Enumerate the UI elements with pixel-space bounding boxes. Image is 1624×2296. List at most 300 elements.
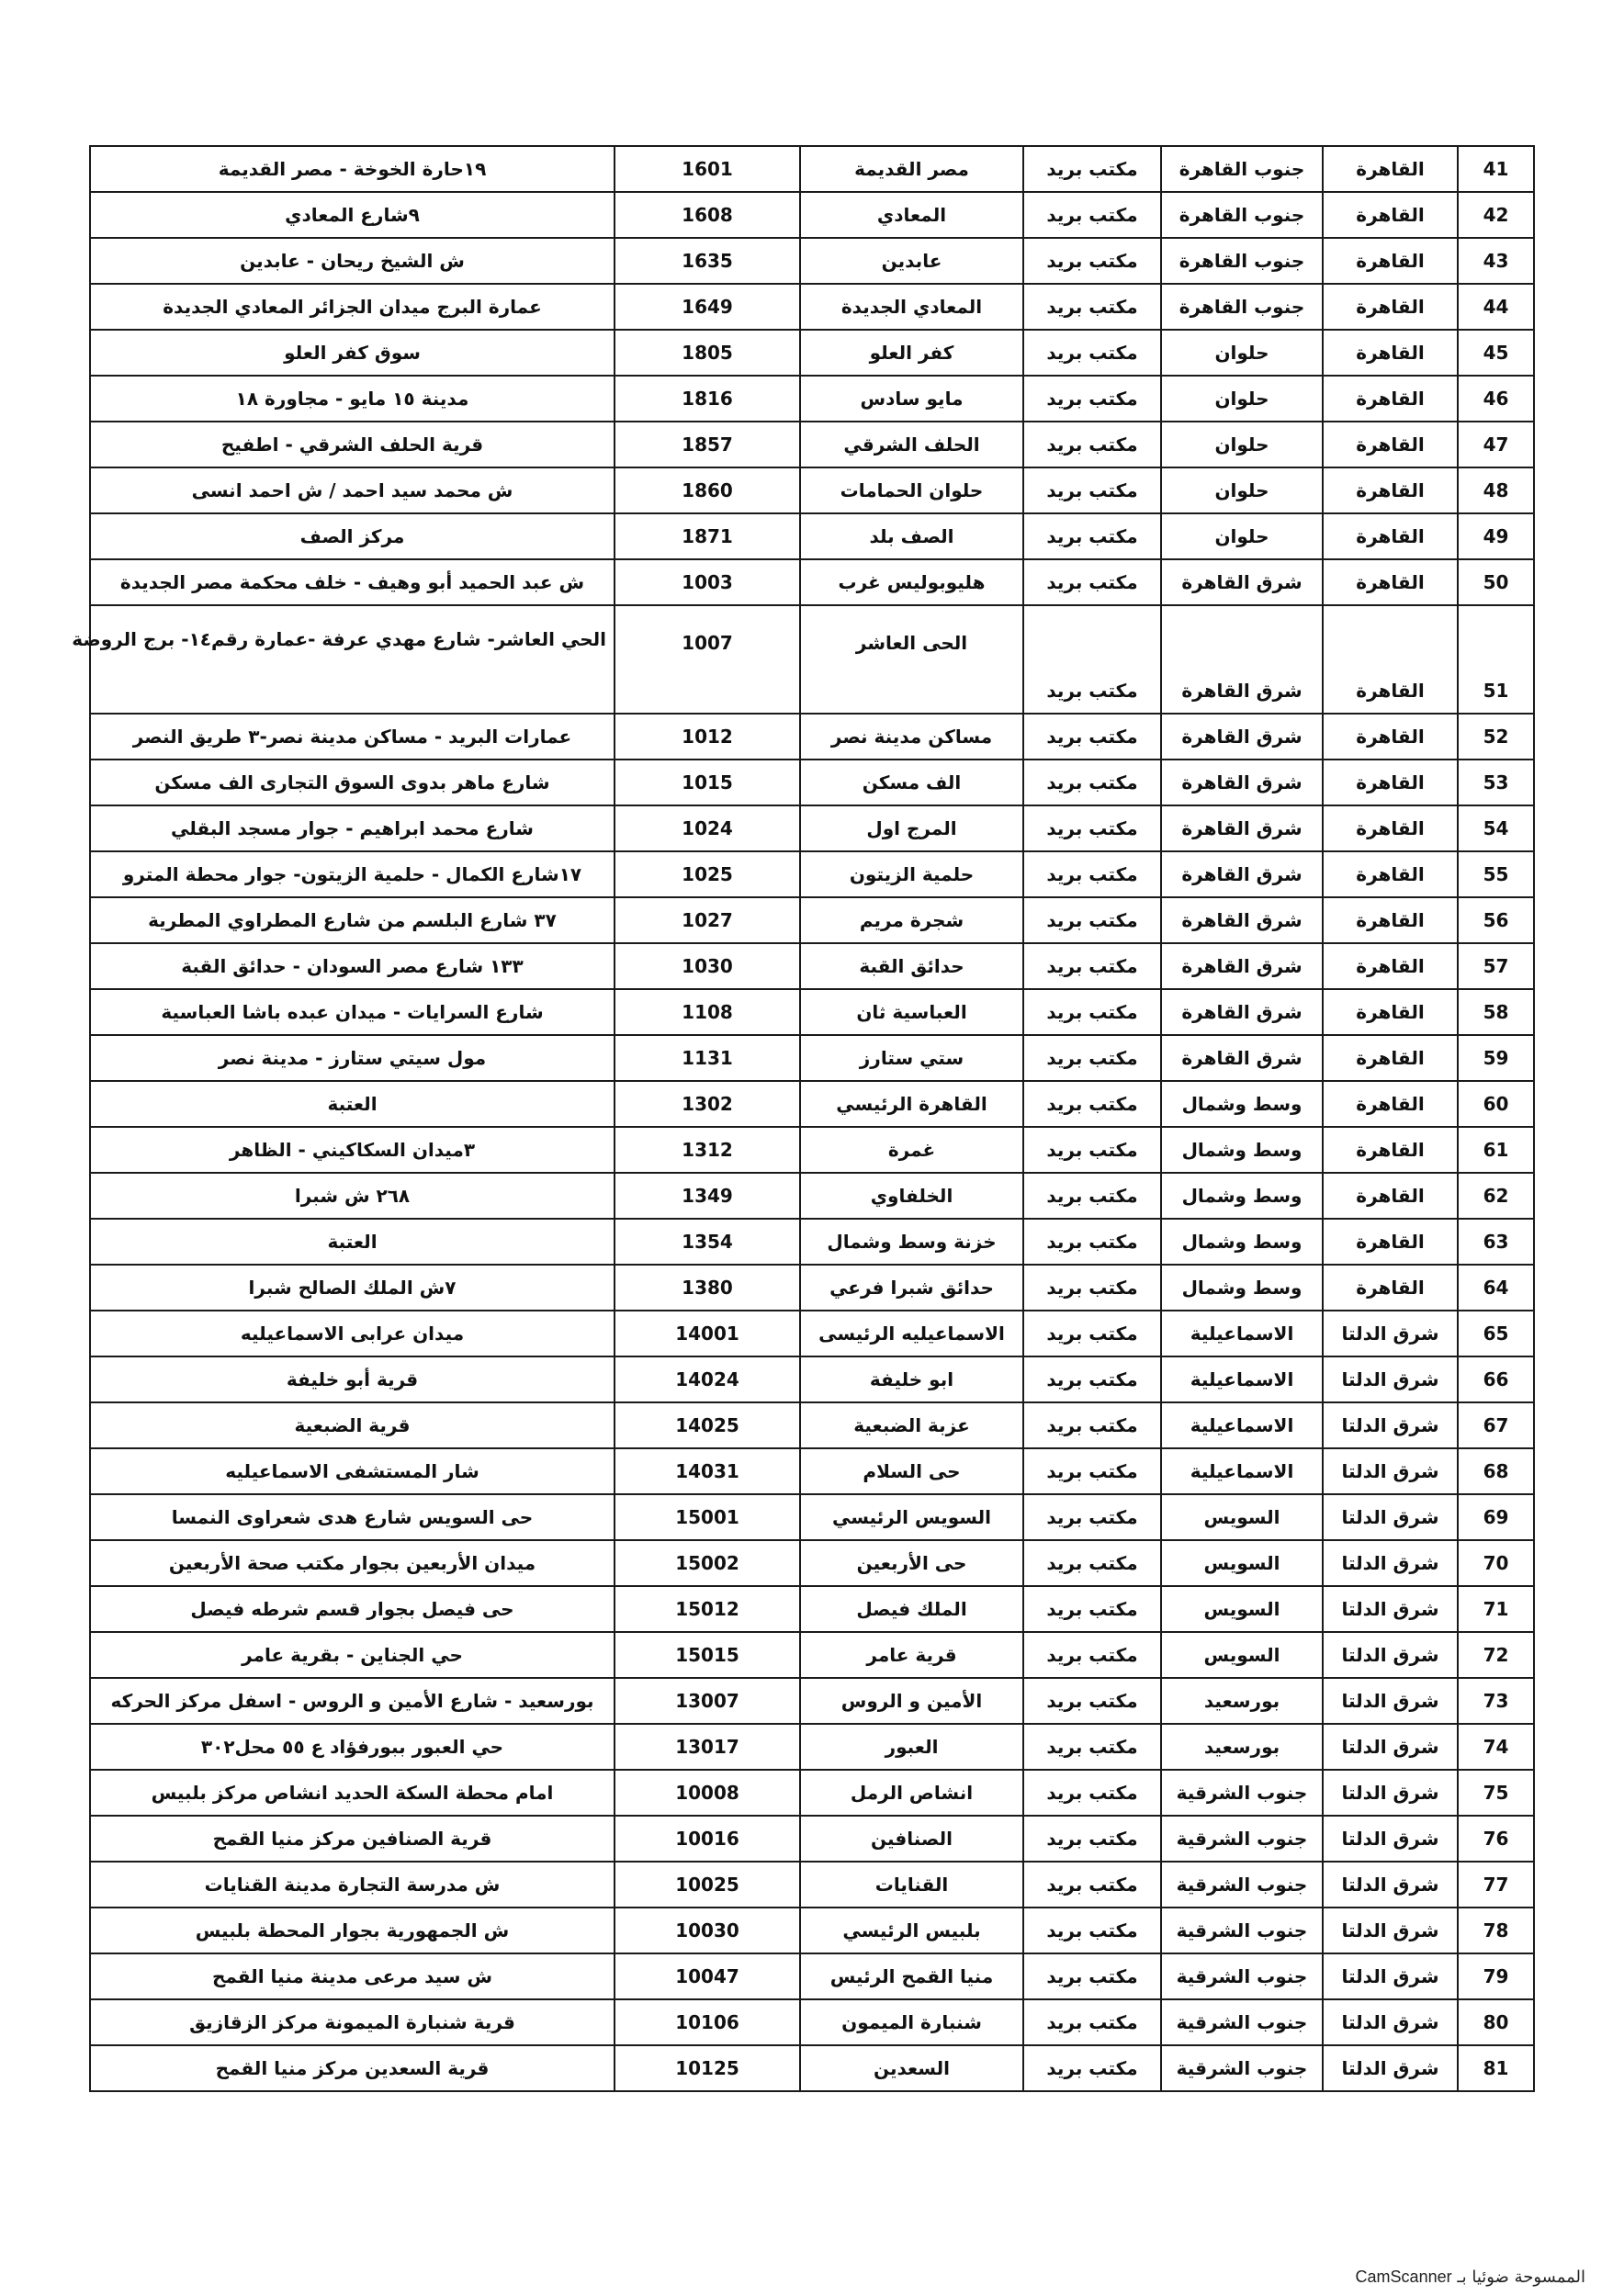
table-row — [90, 1173, 1534, 1219]
address-cell: شار المستشفى الاسماعيليه — [90, 1448, 615, 1494]
office-type-cell: مكتب بريد — [1023, 760, 1161, 805]
office-type-cell: مكتب بريد — [1023, 851, 1161, 897]
row-number-cell: 64 — [1458, 1265, 1534, 1311]
office-name-cell: الف مسكن — [800, 760, 1023, 805]
row-number-cell: 46 — [1458, 376, 1534, 422]
postal-code-cell: 10008 — [615, 1770, 800, 1816]
zone-cell: شرق الدلتا — [1323, 1632, 1458, 1678]
table-row — [90, 284, 1534, 330]
governorate-cell: وسط وشمال — [1161, 1173, 1323, 1219]
table-row — [90, 559, 1534, 605]
address-cell: ٣ميدان السكاكيني - الظاهر — [90, 1127, 615, 1173]
address-cell: العتبة — [90, 1219, 615, 1265]
office-name-cell: المعادي — [800, 192, 1023, 238]
table-row — [90, 238, 1534, 284]
row-number-cell: 61 — [1458, 1127, 1534, 1173]
row-number-cell: 59 — [1458, 1035, 1534, 1081]
table-row — [90, 897, 1534, 943]
office-name-cell: مايو سادس — [800, 376, 1023, 422]
governorate-cell: جنوب الشرقية — [1161, 1770, 1323, 1816]
zone-cell: القاهرة — [1323, 1265, 1458, 1311]
address-cell: شارع السرايات - ميدان عبده باشا العباسية — [90, 989, 615, 1035]
row-number-cell: 55 — [1458, 851, 1534, 897]
office-type-cell: مكتب بريد — [1023, 1953, 1161, 1999]
office-type-cell: مكتب بريد — [1023, 1816, 1161, 1862]
row-number-cell: 47 — [1458, 422, 1534, 467]
table-row — [90, 146, 1534, 192]
row-number-cell: 69 — [1458, 1494, 1534, 1540]
zone-cell: شرق الدلتا — [1323, 1908, 1458, 1953]
office-type-cell: مكتب بريد — [1023, 1770, 1161, 1816]
office-type-cell: مكتب بريد — [1023, 1540, 1161, 1586]
governorate-cell: شرق القاهرة — [1161, 1035, 1323, 1081]
office-type-cell: مكتب بريد — [1023, 1586, 1161, 1632]
address-cell: ش الجمهورية بجوار المحطة بلبيس — [90, 1908, 615, 1953]
row-number-cell: 78 — [1458, 1908, 1534, 1953]
zone-cell: شرق الدلتا — [1323, 1816, 1458, 1862]
address-cell: قرية شنبارة الميمونة مركز الزقازيق — [90, 1999, 615, 2045]
zone-cell: القاهرة — [1323, 422, 1458, 467]
address-cell: سوق كفر العلو — [90, 330, 615, 376]
office-type-cell: مكتب بريد — [1023, 1356, 1161, 1402]
zone-cell: شرق الدلتا — [1323, 1494, 1458, 1540]
address-cell: ميدان الأربعين بجوار مكتب صحة الأربعين — [90, 1540, 615, 1586]
row-number-cell: 58 — [1458, 989, 1534, 1035]
address-cell: مول سيتي ستارز - مدينة نصر — [90, 1035, 615, 1081]
table-row — [90, 2045, 1534, 2091]
governorate-cell: حلوان — [1161, 513, 1323, 559]
postal-code-cell: 13017 — [615, 1724, 800, 1770]
zone-cell: القاهرة — [1323, 513, 1458, 559]
governorate-cell: جنوب الشرقية — [1161, 1862, 1323, 1908]
office-name-cell: السويس الرئيسي — [800, 1494, 1023, 1540]
table-row — [90, 714, 1534, 760]
address-cell: ش الشيخ ريحان - عابدين — [90, 238, 615, 284]
table-row — [90, 851, 1534, 897]
zone-cell: القاهرة — [1323, 989, 1458, 1035]
governorate-cell: جنوب الشرقية — [1161, 2045, 1323, 2091]
address-cell: ٩شارع المعادي — [90, 192, 615, 238]
row-number-cell: 77 — [1458, 1862, 1534, 1908]
zone-cell: القاهرة — [1323, 1219, 1458, 1265]
row-number-cell: 79 — [1458, 1953, 1534, 1999]
address-cell: قرية السعدين مركز منيا القمح — [90, 2045, 615, 2091]
table-row — [90, 192, 1534, 238]
table-row — [90, 1999, 1534, 2045]
governorate-cell: حلوان — [1161, 467, 1323, 513]
postal-code-cell: 10047 — [615, 1953, 800, 1999]
office-name-cell: حى الأربعين — [800, 1540, 1023, 1586]
row-number-cell: 43 — [1458, 238, 1534, 284]
row-number-cell: 56 — [1458, 897, 1534, 943]
address-cell: حى فيصل بجوار قسم شرطه فيصل — [90, 1586, 615, 1632]
zone-cell: شرق الدلتا — [1323, 1311, 1458, 1356]
office-name-cell: حى السلام — [800, 1448, 1023, 1494]
postal-code-cell: 14001 — [615, 1311, 800, 1356]
postal-code-cell: 1030 — [615, 943, 800, 989]
table-row — [90, 1035, 1534, 1081]
address-cell: قرية الصنافين مركز منيا القمح — [90, 1816, 615, 1862]
governorate-cell: بورسعيد — [1161, 1724, 1323, 1770]
row-number-cell: 44 — [1458, 284, 1534, 330]
office-name-cell: قرية عامر — [800, 1632, 1023, 1678]
zone-cell: القاهرة — [1323, 760, 1458, 805]
governorate-cell: حلوان — [1161, 330, 1323, 376]
postal-code-cell: 1805 — [615, 330, 800, 376]
office-type-cell: مكتب بريد — [1023, 1265, 1161, 1311]
governorate-cell: شرق القاهرة — [1161, 851, 1323, 897]
governorate-cell: بورسعيد — [1161, 1678, 1323, 1724]
scanner-footer — [1356, 2268, 1585, 2287]
table-row — [90, 376, 1534, 422]
zone-cell: القاهرة — [1323, 146, 1458, 192]
office-type-cell: مكتب بريد — [1023, 1219, 1161, 1265]
address-cell: شارع ماهر بدوى السوق التجارى الف مسكن — [90, 760, 615, 805]
zone-cell: القاهرة — [1323, 943, 1458, 989]
address-cell: ١٣٣ شارع مصر السودان - حدائق القبة — [90, 943, 615, 989]
postal-code-cell: 10106 — [615, 1999, 800, 2045]
postal-code-cell: 1131 — [615, 1035, 800, 1081]
address-cell: قرية الضبعية — [90, 1402, 615, 1448]
address-cell: الحي العاشر- شارع مهدي عرفة -عمارة رقم١٤- برج الروضة — [90, 605, 615, 714]
table-row — [90, 805, 1534, 851]
office-type-cell: مكتب بريد — [1023, 559, 1161, 605]
office-name-cell: الملك فيصل — [800, 1586, 1023, 1632]
table-row — [90, 605, 1534, 714]
row-number-cell: 53 — [1458, 760, 1534, 805]
governorate-cell: جنوب الشرقية — [1161, 1999, 1323, 2045]
zone-cell: شرق الدلتا — [1323, 1862, 1458, 1908]
office-type-cell: مكتب بريد — [1023, 1173, 1161, 1219]
office-name-cell: عابدين — [800, 238, 1023, 284]
office-name-cell: هليوبوليس غرب — [800, 559, 1023, 605]
row-number-cell: 51 — [1458, 605, 1534, 714]
table-row — [90, 1081, 1534, 1127]
office-type-cell: مكتب بريد — [1023, 1311, 1161, 1356]
office-type-cell: مكتب بريد — [1023, 1908, 1161, 1953]
table-row — [90, 1724, 1534, 1770]
row-number-cell: 65 — [1458, 1311, 1534, 1356]
zone-cell: القاهرة — [1323, 376, 1458, 422]
office-name-cell: شنبارة الميمون — [800, 1999, 1023, 2045]
office-name-cell: ستي ستارز — [800, 1035, 1023, 1081]
row-number-cell: 68 — [1458, 1448, 1534, 1494]
address-cell: ش سيد مرعى مدينة منيا القمح — [90, 1953, 615, 1999]
address-cell: شارع محمد ابراهيم - جوار مسجد البقلي — [90, 805, 615, 851]
table-row — [90, 1494, 1534, 1540]
row-number-cell: 60 — [1458, 1081, 1534, 1127]
table-row — [90, 1770, 1534, 1816]
postal-code-cell: 1302 — [615, 1081, 800, 1127]
row-number-cell: 62 — [1458, 1173, 1534, 1219]
row-number-cell: 70 — [1458, 1540, 1534, 1586]
zone-cell: القاهرة — [1323, 192, 1458, 238]
postal-code-cell: 14024 — [615, 1356, 800, 1402]
governorate-cell: السويس — [1161, 1540, 1323, 1586]
address-cell: ش محمد سيد احمد / ش احمد انسى — [90, 467, 615, 513]
office-type-cell: مكتب بريد — [1023, 943, 1161, 989]
office-name-cell: الخلفاوي — [800, 1173, 1023, 1219]
address-cell: قرية أبو خليفة — [90, 1356, 615, 1402]
office-type-cell: مكتب بريد — [1023, 1678, 1161, 1724]
office-name-cell: عزبة الضبعية — [800, 1402, 1023, 1448]
office-type-cell: مكتب بريد — [1023, 376, 1161, 422]
zone-cell: القاهرة — [1323, 897, 1458, 943]
office-type-cell: مكتب بريد — [1023, 1035, 1161, 1081]
table-row — [90, 1311, 1534, 1356]
office-name-cell: حدائق القبة — [800, 943, 1023, 989]
office-type-cell: مكتب بريد — [1023, 1724, 1161, 1770]
postal-code-cell: 1860 — [615, 467, 800, 513]
office-type-cell: مكتب بريد — [1023, 467, 1161, 513]
office-type-cell: مكتب بريد — [1023, 146, 1161, 192]
zone-cell: شرق الدلتا — [1323, 1678, 1458, 1724]
table-row — [90, 1402, 1534, 1448]
office-name-cell: بلبيس الرئيسي — [800, 1908, 1023, 1953]
office-type-cell: مكتب بريد — [1023, 1081, 1161, 1127]
governorate-cell: شرق القاهرة — [1161, 989, 1323, 1035]
address-cell: مدينة ١٥ مايو - مجاورة ١٨ — [90, 376, 615, 422]
zone-cell: القاهرة — [1323, 851, 1458, 897]
office-name-cell: المعادي الجديدة — [800, 284, 1023, 330]
address-cell: ١٩حارة الخوخة - مصر القديمة — [90, 146, 615, 192]
address-cell: ١٧شارع الكمال - حلمية الزيتون- جوار محطة المترو — [90, 851, 615, 897]
governorate-cell: شرق القاهرة — [1161, 805, 1323, 851]
zone-cell: القاهرة — [1323, 714, 1458, 760]
scanner-prefix: الممسوحة ضوئيا بـ — [1457, 2268, 1585, 2287]
office-name-cell: منيا القمح الرئيس — [800, 1953, 1023, 1999]
row-number-cell: 48 — [1458, 467, 1534, 513]
row-number-cell: 66 — [1458, 1356, 1534, 1402]
table-row — [90, 943, 1534, 989]
postal-code-cell: 1871 — [615, 513, 800, 559]
address-cell: ٢٦٨ ش شبرا — [90, 1173, 615, 1219]
postal-code-cell: 15001 — [615, 1494, 800, 1540]
governorate-cell: السويس — [1161, 1586, 1323, 1632]
office-type-cell: مكتب بريد — [1023, 1402, 1161, 1448]
address-cell: حي العبور ببورفؤاد ع ٥٥ محل٣٠٢ — [90, 1724, 615, 1770]
office-name-cell: العبور — [800, 1724, 1023, 1770]
address-cell: ٣٧ شارع البلسم من شارع المطراوي المطرية — [90, 897, 615, 943]
address-cell: مركز الصف — [90, 513, 615, 559]
governorate-cell: السويس — [1161, 1632, 1323, 1678]
postal-code-cell: 1312 — [615, 1127, 800, 1173]
zone-cell: شرق الدلتا — [1323, 1540, 1458, 1586]
table-row — [90, 1586, 1534, 1632]
zone-cell: شرق الدلتا — [1323, 1448, 1458, 1494]
table-body — [72, 146, 1534, 2091]
office-name-cell: خزنة وسط وشمال — [800, 1219, 1023, 1265]
zone-cell: القاهرة — [1323, 1035, 1458, 1081]
office-name-cell: المرج اول — [800, 805, 1023, 851]
governorate-cell: حلوان — [1161, 422, 1323, 467]
zone-cell: القاهرة — [1323, 559, 1458, 605]
row-number-cell: 73 — [1458, 1678, 1534, 1724]
zone-cell: القاهرة — [1323, 605, 1458, 714]
postal-code-cell: 1012 — [615, 714, 800, 760]
table-row — [90, 1632, 1534, 1678]
postal-code-cell: 1354 — [615, 1219, 800, 1265]
office-type-cell: مكتب بريد — [1023, 1999, 1161, 2045]
postal-code-cell: 14025 — [615, 1402, 800, 1448]
post-offices-table — [72, 145, 1535, 2092]
governorate-cell: جنوب الشرقية — [1161, 1953, 1323, 1999]
postal-code-cell: 1024 — [615, 805, 800, 851]
address-cell: عمارة البرج ميدان الجزائر المعادي الجديدة — [90, 284, 615, 330]
table-row — [90, 760, 1534, 805]
zone-cell: شرق الدلتا — [1323, 1770, 1458, 1816]
zone-cell: القاهرة — [1323, 805, 1458, 851]
postal-code-cell: 10016 — [615, 1816, 800, 1862]
office-name-cell: الحلف الشرقي — [800, 422, 1023, 467]
table-row — [90, 1678, 1534, 1724]
office-type-cell: مكتب بريد — [1023, 2045, 1161, 2091]
postal-code-cell: 1816 — [615, 376, 800, 422]
postal-code-cell: 1003 — [615, 559, 800, 605]
office-name-cell: شجرة مريم — [800, 897, 1023, 943]
row-number-cell: 80 — [1458, 1999, 1534, 2045]
table-row — [90, 1127, 1534, 1173]
table-row — [90, 330, 1534, 376]
office-name-cell: ابو خليفة — [800, 1356, 1023, 1402]
zone-cell: القاهرة — [1323, 1173, 1458, 1219]
governorate-cell: الاسماعيلية — [1161, 1356, 1323, 1402]
postal-code-cell: 1027 — [615, 897, 800, 943]
governorate-cell: الاسماعيلية — [1161, 1402, 1323, 1448]
row-number-cell: 54 — [1458, 805, 1534, 851]
office-name-cell: مساكن مدينة نصر — [800, 714, 1023, 760]
table-row — [90, 1953, 1534, 1999]
postal-code-cell: 1007 — [615, 605, 800, 714]
governorate-cell: جنوب القاهرة — [1161, 146, 1323, 192]
office-name-cell: الأمين و الروس — [800, 1678, 1023, 1724]
row-number-cell: 75 — [1458, 1770, 1534, 1816]
table-row — [90, 1265, 1534, 1311]
postal-code-cell: 15012 — [615, 1586, 800, 1632]
zone-cell: شرق الدلتا — [1323, 1356, 1458, 1402]
postal-code-cell: 1015 — [615, 760, 800, 805]
governorate-cell: جنوب القاهرة — [1161, 192, 1323, 238]
governorate-cell: السويس — [1161, 1494, 1323, 1540]
address-cell: ش مدرسة التجارة مدينة القنايات — [90, 1862, 615, 1908]
postal-code-cell: 14031 — [615, 1448, 800, 1494]
office-name-cell: الاسماعيليه الرئيسى — [800, 1311, 1023, 1356]
office-type-cell: مكتب بريد — [1023, 1632, 1161, 1678]
office-type-cell: مكتب بريد — [1023, 1862, 1161, 1908]
zone-cell: القاهرة — [1323, 1081, 1458, 1127]
postal-code-cell: 10025 — [615, 1862, 800, 1908]
office-type-cell: مكتب بريد — [1023, 513, 1161, 559]
table-row — [90, 1816, 1534, 1862]
table-row — [90, 1448, 1534, 1494]
address-cell: بورسعيد - شارع الأمين و الروس - اسفل مركز الحركه — [90, 1678, 615, 1724]
zone-cell: شرق الدلتا — [1323, 1999, 1458, 2045]
office-type-cell: مكتب بريد — [1023, 605, 1161, 714]
table-row — [90, 1219, 1534, 1265]
row-number-cell: 57 — [1458, 943, 1534, 989]
governorate-cell: جنوب القاهرة — [1161, 238, 1323, 284]
table-row — [90, 467, 1534, 513]
zone-cell: شرق الدلتا — [1323, 2045, 1458, 2091]
zone-cell: شرق الدلتا — [1323, 1402, 1458, 1448]
office-name-cell: القاهرة الرئيسي — [800, 1081, 1023, 1127]
governorate-cell: شرق القاهرة — [1161, 605, 1323, 714]
office-type-cell: مكتب بريد — [1023, 1127, 1161, 1173]
table-row — [90, 422, 1534, 467]
zone-cell: القاهرة — [1323, 330, 1458, 376]
governorate-cell: شرق القاهرة — [1161, 760, 1323, 805]
address-cell: قرية الحلف الشرقي - اطفيح — [90, 422, 615, 467]
office-name-cell: حلوان الحمامات — [800, 467, 1023, 513]
row-number-cell: 63 — [1458, 1219, 1534, 1265]
office-name-cell: غمرة — [800, 1127, 1023, 1173]
table-row — [90, 1356, 1534, 1402]
governorate-cell: شرق القاهرة — [1161, 714, 1323, 760]
office-type-cell: مكتب بريد — [1023, 989, 1161, 1035]
address-cell: امام محطة السكة الحديد انشاص مركز بلبيس — [90, 1770, 615, 1816]
governorate-cell: حلوان — [1161, 376, 1323, 422]
table-row — [90, 513, 1534, 559]
row-number-cell: 49 — [1458, 513, 1534, 559]
postal-code-cell: 15015 — [615, 1632, 800, 1678]
row-number-cell: 71 — [1458, 1586, 1534, 1632]
address-cell: ٧ش الملك الصالح شبرا — [90, 1265, 615, 1311]
table-row — [90, 1540, 1534, 1586]
zone-cell: شرق الدلتا — [1323, 1953, 1458, 1999]
zone-cell: القاهرة — [1323, 467, 1458, 513]
office-type-cell: مكتب بريد — [1023, 714, 1161, 760]
office-type-cell: مكتب بريد — [1023, 1494, 1161, 1540]
row-number-cell: 76 — [1458, 1816, 1534, 1862]
zone-cell: القاهرة — [1323, 284, 1458, 330]
postal-code-cell: 1108 — [615, 989, 800, 1035]
governorate-cell: جنوب الشرقية — [1161, 1908, 1323, 1953]
office-type-cell: مكتب بريد — [1023, 330, 1161, 376]
zone-cell: شرق الدلتا — [1323, 1586, 1458, 1632]
office-name-cell: حلمية الزيتون — [800, 851, 1023, 897]
office-type-cell: مكتب بريد — [1023, 805, 1161, 851]
table-row — [90, 989, 1534, 1035]
zone-cell: شرق الدلتا — [1323, 1724, 1458, 1770]
office-name-cell: كفر العلو — [800, 330, 1023, 376]
row-number-cell: 67 — [1458, 1402, 1534, 1448]
office-name-cell: انشاص الرمل — [800, 1770, 1023, 1816]
governorate-cell: وسط وشمال — [1161, 1127, 1323, 1173]
office-name-cell: الصف بلد — [800, 513, 1023, 559]
address-cell: ش عبد الحميد أبو وهيف - خلف محكمة مصر الجديدة — [90, 559, 615, 605]
address-cell: العتبة — [90, 1081, 615, 1127]
postal-code-cell: 15002 — [615, 1540, 800, 1586]
office-name-cell: القنايات — [800, 1862, 1023, 1908]
office-type-cell: مكتب بريد — [1023, 1448, 1161, 1494]
row-number-cell: 42 — [1458, 192, 1534, 238]
office-type-cell: مكتب بريد — [1023, 192, 1161, 238]
office-name-cell: الصنافين — [800, 1816, 1023, 1862]
postal-code-cell: 1601 — [615, 146, 800, 192]
governorate-cell: الاسماعيلية — [1161, 1448, 1323, 1494]
row-number-cell: 74 — [1458, 1724, 1534, 1770]
office-type-cell: مكتب بريد — [1023, 238, 1161, 284]
governorate-cell: شرق القاهرة — [1161, 943, 1323, 989]
office-name-cell: الحى العاشر — [800, 605, 1023, 714]
office-name-cell: العباسية ثان — [800, 989, 1023, 1035]
row-number-cell: 41 — [1458, 146, 1534, 192]
governorate-cell: شرق القاهرة — [1161, 559, 1323, 605]
governorate-cell: جنوب القاهرة — [1161, 284, 1323, 330]
postal-code-cell: 1349 — [615, 1173, 800, 1219]
office-name-cell: السعدين — [800, 2045, 1023, 2091]
office-name-cell: مصر القديمة — [800, 146, 1023, 192]
